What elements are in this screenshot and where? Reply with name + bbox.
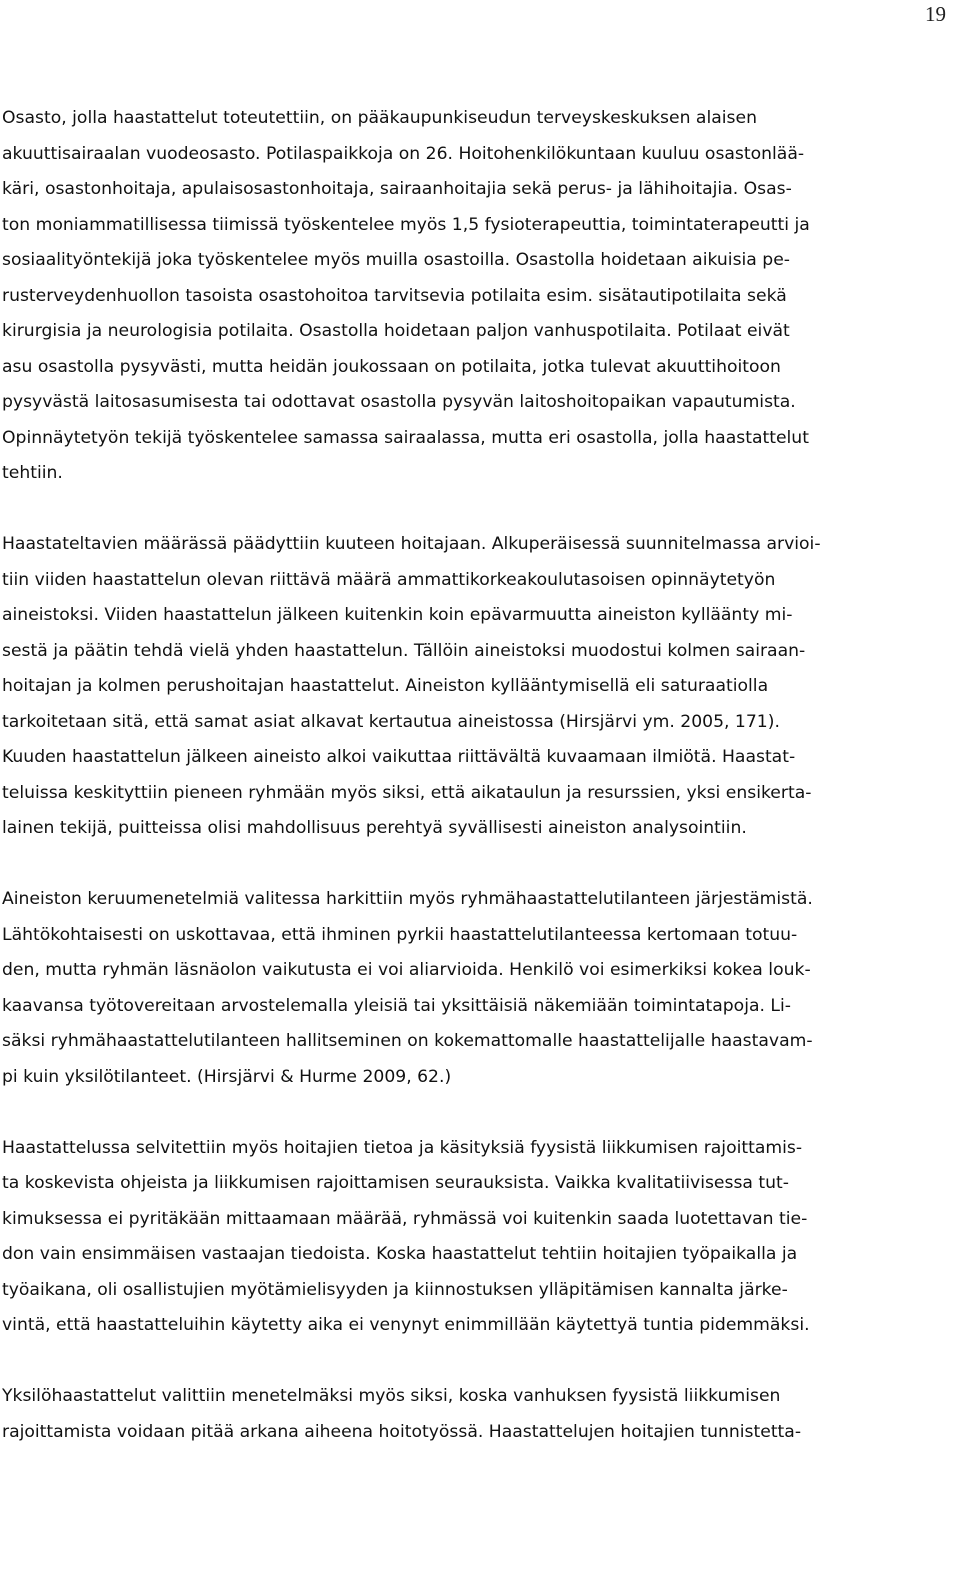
text-line: den, mutta ryhmän läsnäolon vaikutusta ei voi aliarvioida. Henkilö voi esimerkiksi kokea louk- (2, 960, 811, 980)
text-line: ta koskevista ohjeista ja liikkumisen rajoittamisen seurauksista. Vaikka kvalitatiivisessa tut- (2, 1173, 789, 1193)
text-line: lainen tekijä, puitteissa olisi mahdollisuus perehtyä syvällisesti aineiston analysointiin. (2, 818, 747, 838)
text-line: hoitajan ja kolmen perushoitajan haastattelut. Aineiston kyllääntymisellä eli saturaatiolla (2, 676, 769, 696)
paragraph-gap (2, 492, 946, 528)
text-line: kimuksessa ei pyritäkään mittaamaan määrää, ryhmässä voi kuitenkin saada luotettavan tie- (2, 1208, 808, 1229)
text-line: kirurgisia ja neurologisia potilaita. Osastolla hoidetaan paljon vanhuspotilaita. Potilaat eivät (2, 321, 790, 341)
text-line: Osasto, jolla haastattelut toteutettiin, on pääkaupunkiseudun terveyskeskuksen alaisen (2, 108, 757, 128)
text-line: Haastateltavien määrässä päädyttiin kuuteen hoitajaan. Alkuperäisessä suunnitelmassa arvioi- (2, 534, 821, 554)
text-line: sestä ja päätin tehdä vielä yhden haastattelun. Tällöin aineistoksi muodostui kolmen sairaan- (2, 640, 806, 661)
paragraph (2, 101, 946, 492)
page-number: 19 (925, 2, 946, 26)
text-line: Opinnäytetyön tekijä työskentelee samassa sairaalassa, mutta eri osastolla, jolla haastattelut (2, 427, 809, 448)
text-line: Haastattelussa selvitettiin myös hoitajien tietoa ja käsityksiä fyysistä liikkumisen rajoittamis- (2, 1137, 803, 1158)
text-line: tehtiin. (2, 463, 63, 483)
text-line: rusterveydenhuollon tasoista osastohoitoa tarvitsevia potilaita esim. sisätautipotilaita sekä (2, 285, 787, 306)
document-body (2, 101, 946, 1450)
text-line: asu osastolla pysyvästi, mutta heidän joukossaan on potilaita, jotka tulevat akuuttihoitoon (2, 356, 781, 377)
paragraph-gap (2, 847, 946, 883)
text-line: käri, osastonhoitaja, apulaisosastonhoitaja, sairaanhoitajia sekä perus- ja lähihoitajia. Osas- (2, 179, 792, 199)
text-line: sosiaalityöntekijä joka työskentelee myös muilla osastoilla. Osastolla hoidetaan aikuisia pe- (2, 250, 790, 270)
text-line: rajoittamista voidaan pitää arkana aiheena hoitotyössä. Haastattelujen hoitajien tunnistetta- (2, 1421, 802, 1442)
text-line: teluissa keskityttiin pieneen ryhmään myös siksi, että aikataulun ja resurssien, yksi ensikerta- (2, 782, 812, 803)
text-line: akuuttisairaalan vuodeosasto. Potilaspaikkoja on 26. Hoitohenkilökuntaan kuuluu osastonlää- (2, 143, 805, 164)
text-line: Aineiston keruumenetelmiä valitessa harkittiin myös ryhmähaastattelutilanteen järjestämistä. (2, 889, 813, 909)
paragraph-gap (2, 1344, 946, 1380)
paragraph (2, 1131, 946, 1344)
text-line: pi kuin yksilötilanteet. (Hirsjärvi & Hurme 2009, 62.) (2, 1066, 452, 1087)
text-line: kaavansa työtovereitaan arvostelemalla yleisiä tai yksittäisiä näkemiään toimintatapoja. Li- (2, 995, 791, 1016)
paragraph (2, 1379, 946, 1450)
text-line: tarkoitetaan sitä, että samat asiat alkavat kertautua aineistossa (Hirsjärvi ym. 2005, 171). (2, 711, 780, 732)
text-line: tiin viiden haastattelun olevan riittävä määrä ammattikorkeakoulutasoisen opinnäytetyön (2, 569, 776, 590)
paragraph (2, 882, 946, 1095)
paragraph (2, 527, 946, 847)
paragraph-gap (2, 1095, 946, 1131)
text-line: don vain ensimmäisen vastaajan tiedoista. Koska haastattelut tehtiin hoitajien työpaikalla ja (2, 1244, 798, 1264)
text-line: aineistoksi. Viiden haastattelun jälkeen kuitenkin koin epävarmuutta aineiston kylläänty mi- (2, 605, 793, 625)
text-line: Lähtökohtaisesti on uskottavaa, että ihminen pyrkii haastattelutilanteessa kertomaan totuu- (2, 924, 798, 945)
text-line: säksi ryhmähaastattelutilanteen hallitseminen on kokemattomalle haastattelijalle haastavam- (2, 1031, 813, 1051)
text-line: Kuuden haastattelun jälkeen aineisto alkoi vaikuttaa riittävältä kuvaamaan ilmiötä. Haastat- (2, 747, 796, 767)
text-line: ton moniammatillisessa tiimissä työskentelee myös 1,5 fysioterapeuttia, toimintaterapeutti ja (2, 214, 810, 235)
text-line: vintä, että haastatteluihin käytetty aika ei venynyt enimmillään käytettyä tuntia pidemmäksi. (2, 1315, 810, 1335)
text-line: pysyvästä laitosasumisesta tai odottavat osastolla pysyvän laitoshoitopaikan vapautumista. (2, 392, 796, 412)
text-line: Yksilöhaastattelut valittiin menetelmäksi myös siksi, koska vanhuksen fyysistä liikkumisen (2, 1386, 781, 1406)
text-line: työaikana, oli osallistujien myötämielisyyden ja kiinnostuksen ylläpitämisen kannalta järke- (2, 1279, 788, 1300)
